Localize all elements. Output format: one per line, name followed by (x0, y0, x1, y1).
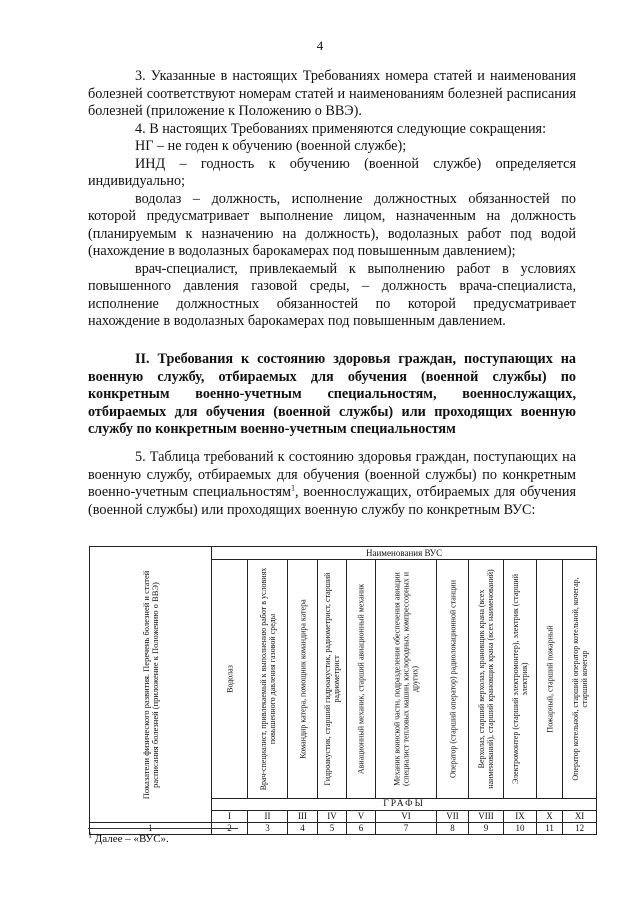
roman-3: III (288, 811, 318, 823)
col-num-8: 8 (437, 823, 469, 835)
table-left-header-cell (90, 547, 212, 823)
col-num-12: 12 (563, 823, 597, 835)
roman-9: IX (504, 811, 537, 823)
abbrev-vodolaz: водолаз – должность, исполнение должностных обязанностей по которой предусматривает выполнение лицом, назначенным на должность (планируемым к назначению на должность), водолазных работ под водой (нахождение в водолазных барокамерах под повышенным давлением); (88, 190, 576, 259)
col-num-3: 3 (248, 823, 288, 835)
column-header-2: Врач-специалист, привлекаемый к выполнению работ в условиях повышенного давления газовой среды (248, 560, 288, 799)
abbrev-ind: ИНД – годность к обучению (военной службе) определяется индивидуально; (88, 155, 576, 189)
paragraph-5 (88, 449, 576, 519)
column-header-6: Механик воинской части, подразделения обеспечения авиации (специалист тепловых машин, кислородных, компрессорных и других) (376, 560, 437, 799)
footnote (88, 830, 169, 845)
roman-11: XI (563, 811, 597, 823)
footnote-marker: 1 (88, 830, 92, 840)
col-num-9: 9 (469, 823, 504, 835)
col-num-11: 11 (537, 823, 563, 835)
abbrev-vrach: врач-специалист, привлекаемый к выполнению работ в условиях повышенного давления газовой среды, – должность врача-специалиста, исполнение должностных обязанностей по которой предусматривает нахождение в водолазных барокамерах под повышенным давлением. (88, 260, 576, 329)
column-header-7: Оператор (старший оператор) радиолокационной станции (437, 560, 469, 799)
col-num-2: 2 (212, 823, 248, 835)
column-header-8: Верхолаз, старший верхолаз, крановщик крана (всех наименований), старший крановщик крана (всех наименований) (469, 560, 504, 799)
footnote-text: Далее – «ВУС». (92, 833, 169, 845)
page-number: 4 (316, 38, 324, 53)
intro-paragraphs (88, 68, 576, 331)
table-left-header: Показатели физического развития. Перечень болезней и статей расписания болезней (приложение к Положению о ВВЭ) (140, 570, 160, 799)
column-header-3: Командир катера, помощник командира катера (288, 560, 318, 799)
roman-6: VI (376, 811, 437, 823)
paragraph-3: 3. Указанные в настоящих Требованиях номера статей и наименования болезней соответствуют номерам статей и наименованиям болезней расписания болезней (приложение к Положению о ВВЭ). (88, 68, 576, 119)
col-num-10: 10 (504, 823, 537, 835)
column-header-1: Водолаз (212, 560, 248, 799)
abbrev-ng: НГ – не годен к обучению (военной службе); (135, 138, 407, 154)
column-header-11: Оператор котельной, старший оператор котельной, кочегар, старший кочегар (563, 560, 597, 799)
roman-5: V (347, 811, 376, 823)
roman-4: IV (318, 811, 347, 823)
footnote-ref: 1 (290, 483, 295, 493)
col-num-4: 4 (288, 823, 318, 835)
footnote-divider (88, 828, 238, 829)
paragraph-5-text-end: , военнослужащих, отбираемых для обучения (военной службы) или проходящих военную службу по конкретным ВУС: (88, 484, 576, 518)
column-header-5: Авиационный механик, старший авиационный механик (347, 560, 376, 799)
roman-2: II (248, 811, 288, 823)
paragraph-4: 4. В настоящих Требованиях применяются следующие сокращения: (135, 120, 547, 137)
roman-7: VII (437, 811, 469, 823)
paragraph-5-text: 5. Таблица требований к состоянию здоровья граждан, поступающих на военную службу, отбираемых для обучения (военной службы) по конкретным военно-учетным специальностям (88, 449, 576, 500)
column-header-10: Пожарный, старший пожарный (537, 560, 563, 799)
column-header-9: Электромонтер (старший электромонтер), электрик (старший электрик) (504, 560, 537, 799)
col-num-1: 1 (90, 823, 212, 835)
table-group-header: Наименования ВУС (212, 547, 597, 560)
col-num-5: 5 (318, 823, 347, 835)
grafy-label: ГРАФЫ (212, 799, 597, 811)
section-heading: II. Требования к состоянию здоровья граждан, поступающих на военную службу, отбираемых для обучения (военной службы) по конкретным военно-учетным специальностям, военнослужащих, отбираемых для обучения (военной службы) или проходящих военную службу по конкретным военно-учетным специальностям (88, 351, 576, 437)
col-num-7: 7 (376, 823, 437, 835)
column-header-4: Гидроакустик, старший гидроакустик, радиометрист, старший радиометрист (318, 560, 347, 799)
roman-8: VIII (469, 811, 504, 823)
roman-10: X (537, 811, 563, 823)
roman-1: I (212, 811, 248, 823)
col-num-6: 6 (347, 823, 376, 835)
requirements-table (89, 546, 597, 835)
